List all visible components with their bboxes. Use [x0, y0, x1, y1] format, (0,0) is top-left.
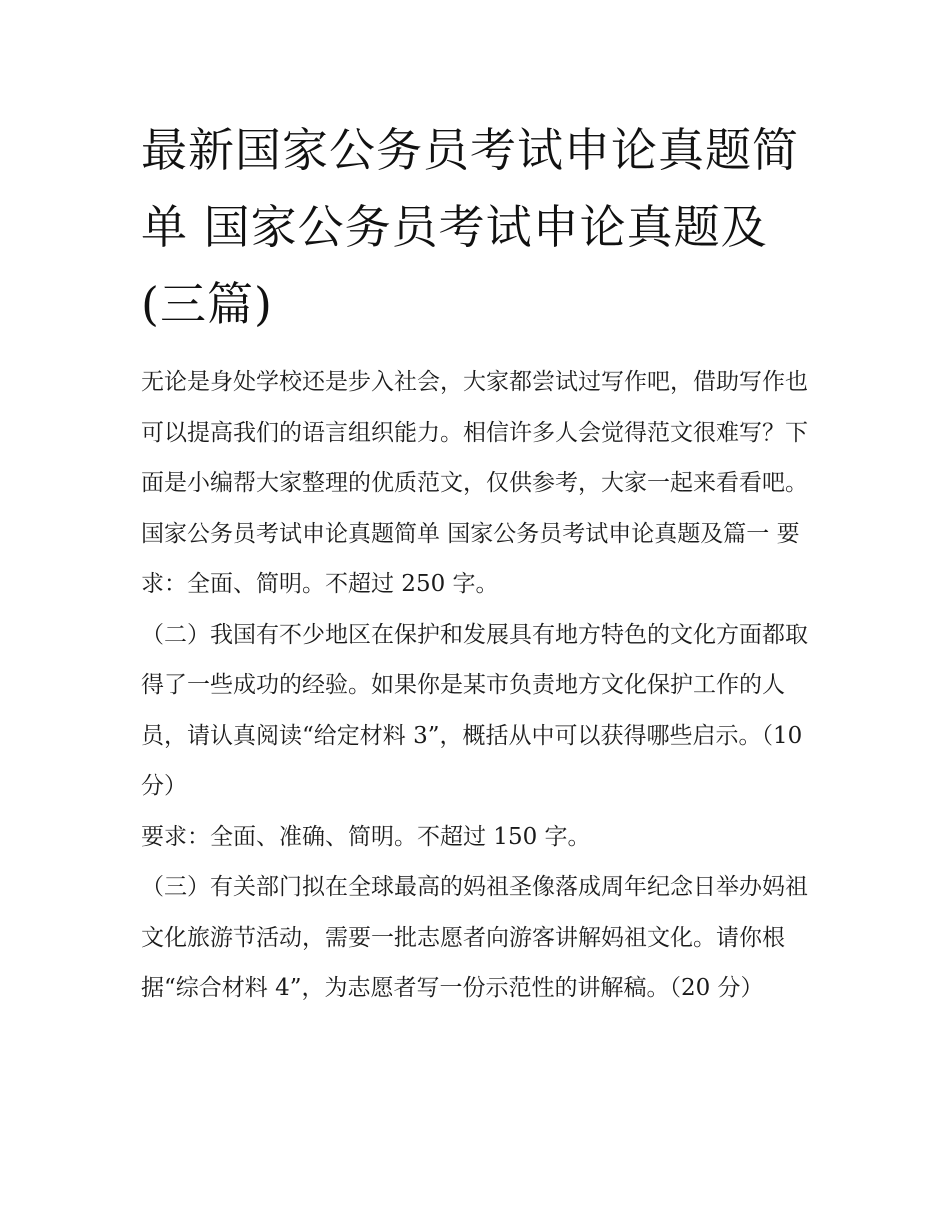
intro-paragraph: 无论是身处学校还是步入社会，大家都尝试过写作吧，借助写作也可以提高我们的语言组织能力。相信许多人会觉得范文很难写？下面是小编帮大家整理的优质范文，仅供参考，大家一起来看看吧。	[141, 369, 808, 496]
document-title: 最新国家公务员考试申论真题简单 国家公务员考试申论真题及(三篇)	[141, 123, 799, 331]
document-body	[141, 357, 813, 1014]
question-three-paragraph: （三）有关部门拟在全球最高的妈祖圣像落成周年纪念日举办妈祖文化旅游节活动，需要一批志愿者向游客讲解妈祖文化。请你根据“综合材料 4”，为志愿者写一份示范性的讲解稿。（20 分）	[141, 874, 808, 1001]
section-one-paragraph: 国家公务员考试申论真题简单 国家公务员考试申论真题及篇一 要求：全面、简明。不超过 250 字。	[141, 520, 800, 597]
question-two-paragraph: （二）我国有不少地区在保护和发展具有地方特色的文化方面都取得了一些成功的经验。如果你是某市负责地方文化保护工作的人员，请认真阅读“给定材料 3”，概括从中可以获得哪些启示。（10 分）	[141, 621, 808, 799]
question-two-requirements: 要求：全面、准确、简明。不超过 150 字。	[141, 823, 591, 850]
